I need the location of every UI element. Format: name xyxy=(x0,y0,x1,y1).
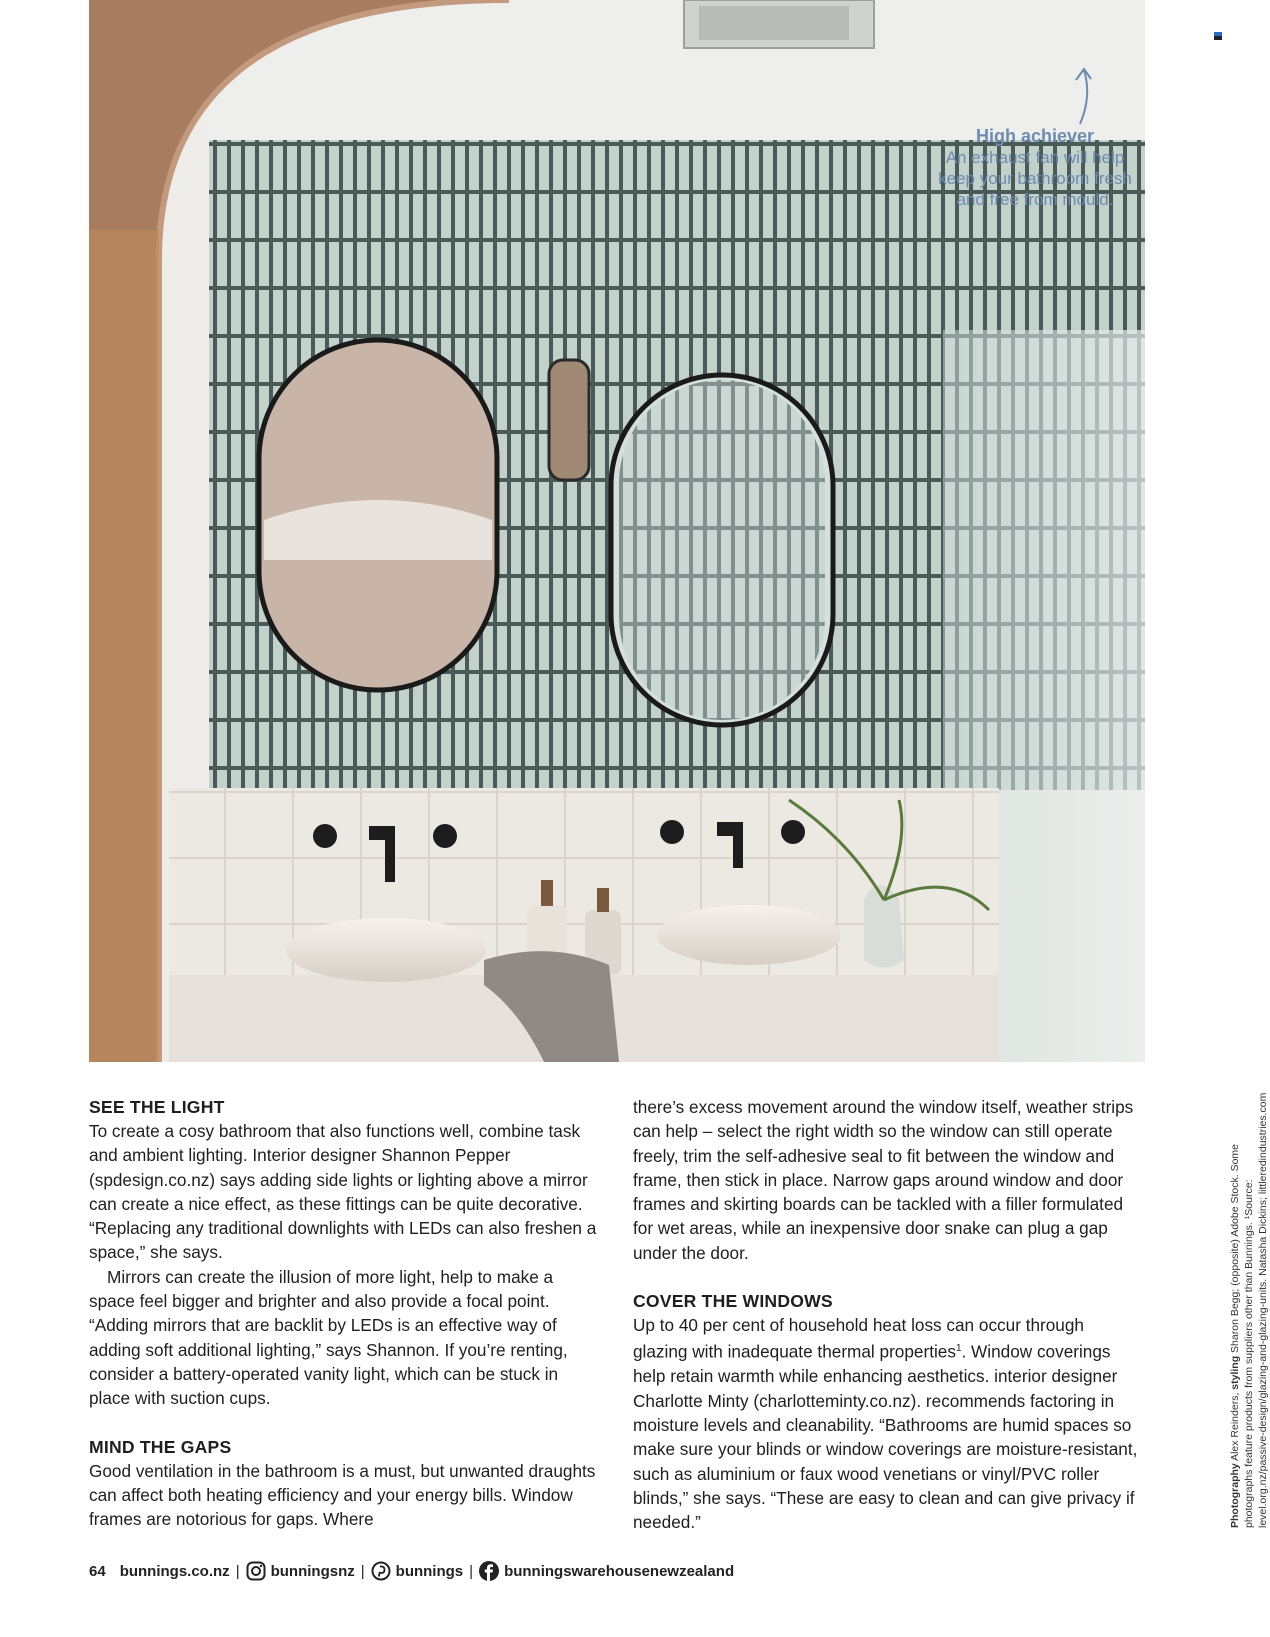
footnote-marker: 1 xyxy=(955,1343,962,1355)
credit-label: Photography xyxy=(1229,1463,1241,1528)
corner-mark-icon xyxy=(1214,32,1222,40)
credit-text: Sharon Begg; (opposite) Adobe Stock. Some photographs feature products from suppliers other than Bunnings. ¹Source: level.org.nz/passive-design/glazing-and-glazing-units. Natasha Dickins; littleredindustries.com xyxy=(1229,1092,1269,1528)
body-text: . Window coverings help retain warmth while enhancing aesthetics. interior designer Charlotte Minty (charlotteminty.co.nz). recommends factoring in moisture levels and cleanability. “Bathrooms are humid spaces so make sure your blinds or window coverings are moisture-resistant, such as aluminium or faux wood venetians or vinyl/PVC roller blinds,” she says. “These are easy to clean and can give privacy if needed.” xyxy=(633,1342,1138,1533)
instagram-handle[interactable]: bunningsnz xyxy=(270,1562,355,1580)
pinterest-icon[interactable] xyxy=(371,1561,391,1581)
facebook-icon[interactable] xyxy=(479,1561,499,1581)
credit-text: Alex Reinders, xyxy=(1229,1389,1241,1464)
callout-title: High achiever xyxy=(975,126,1095,146)
callout-line: and free from mould. xyxy=(956,190,1114,209)
instagram-icon[interactable] xyxy=(246,1561,266,1581)
page-number: 64 xyxy=(89,1562,106,1580)
body-paragraph xyxy=(633,1313,1143,1534)
page-footer xyxy=(89,1560,734,1582)
arrow-up-icon xyxy=(1070,66,1100,126)
section-heading-cover-the-windows: COVER THE WINDOWS xyxy=(633,1291,833,1312)
pinterest-handle[interactable]: bunnings xyxy=(395,1562,464,1580)
section-heading-mind-the-gaps: MIND THE GAPS xyxy=(89,1436,232,1457)
section-heading-see-the-light: SEE THE LIGHT xyxy=(89,1097,225,1117)
right-column xyxy=(633,1095,1143,1534)
separator: | xyxy=(360,1562,365,1580)
callout-line: keep your bathroom fresh xyxy=(938,169,1132,188)
facebook-handle[interactable]: bunningswarehousenewzealand xyxy=(504,1562,735,1580)
callout-line: An exhaust fan will help xyxy=(945,148,1125,167)
photo-credits xyxy=(1228,1088,1270,1528)
website-link[interactable]: bunnings.co.nz xyxy=(119,1562,230,1580)
separator: | xyxy=(235,1562,240,1580)
body-paragraph: there’s excess movement around the window itself, weather strips can help – select the right width so the window can still operate freely, trim the self-adhesive seal to fit between the window and frame, then stick in place. Narrow gaps around window and door frames and skirting boards can be tackled with a filler formulated for wet areas, while an inexpensive door snake can plug a gap under the door. xyxy=(633,1097,1134,1263)
body-paragraph: To create a cosy bathroom that also functions well, combine task and ambient lighting. Interior designer Shannon Pepper (spdesign.co.nz) says adding side lights or lighting above a mirror can create a nice effect, as these fittings can be quite decorative. “Replacing any traditional downlights with LEDs can also freshen a space,” she says. xyxy=(89,1121,597,1263)
left-column xyxy=(89,1095,599,1531)
body-paragraph: Mirrors can create the illusion of more light, help to make a space feel bigger and brighter and also provide a focal point. “Adding mirrors that are backlit by LEDs is an effective way of adding soft additional lighting,” says Shannon. If you’re renting, consider a battery-operated vanity light, which can be stuck in place with suction cups. xyxy=(89,1266,568,1409)
body-paragraph: Good ventilation in the bathroom is a must, but unwanted draughts can affect both heating efficiency and your energy bills. Window frames are notorious for gaps. Where xyxy=(89,1460,596,1530)
callout xyxy=(905,126,1165,210)
credit-label: styling xyxy=(1229,1355,1241,1390)
body-text: Up to 40 per cent of household heat loss can occur through glazing with inadequate thermal properties xyxy=(633,1315,1084,1363)
separator: | xyxy=(469,1562,474,1580)
